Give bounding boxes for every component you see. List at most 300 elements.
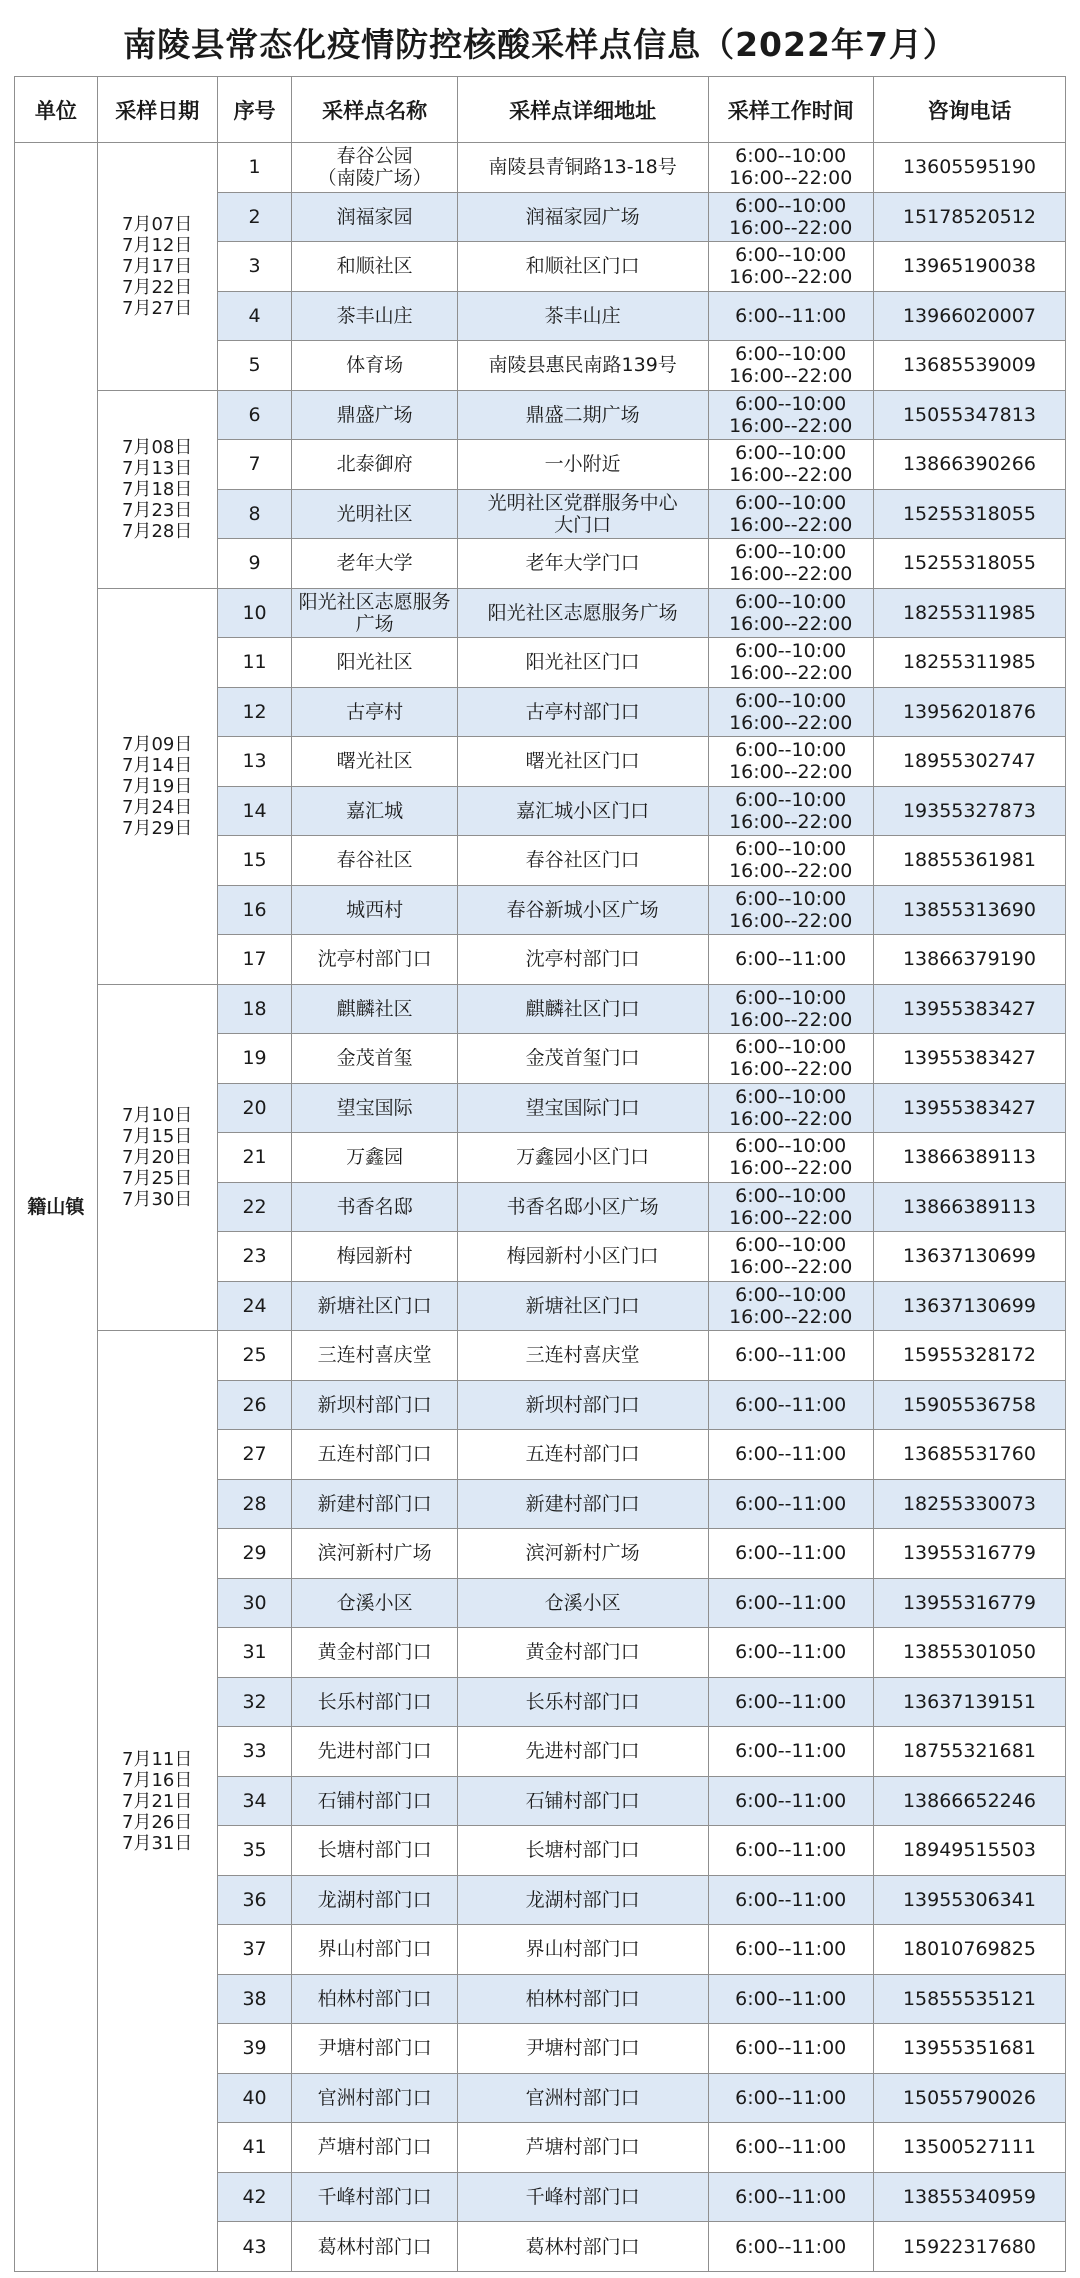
phone-number: 13866389113 — [873, 1182, 1065, 1232]
sampling-date: 7月11日 — [122, 1748, 193, 1770]
site-address-line: 万鑫园小区门口 — [516, 1146, 650, 1169]
phone-number: 15255318055 — [873, 489, 1065, 539]
sampling-date: 7月21日 — [122, 1790, 193, 1812]
site-name — [292, 440, 457, 490]
site-name-line: 先进村部门口 — [317, 1740, 432, 1763]
header-working-hours: 采样工作时间 — [708, 77, 873, 143]
row-number: 4 — [217, 291, 292, 341]
sampling-date: 7月19日 — [122, 775, 193, 797]
sampling-date: 7月14日 — [122, 754, 193, 776]
site-address — [457, 2073, 708, 2123]
site-name-line: 北泰御府 — [336, 453, 413, 476]
working-hours-line: 16:00--22:00 — [729, 612, 853, 635]
site-address-line: 南陵县惠民南路139号 — [488, 354, 677, 377]
working-hours — [708, 2073, 873, 2123]
site-name — [292, 291, 457, 341]
site-name-line: 嘉汇城 — [346, 799, 404, 822]
row-number: 29 — [217, 1529, 292, 1579]
phone-number: 13955316779 — [873, 1578, 1065, 1628]
phone-number: 15855535121 — [873, 1974, 1065, 2024]
site-name — [292, 1578, 457, 1628]
site-address — [457, 1182, 708, 1232]
site-name — [292, 2123, 457, 2173]
working-hours-line: 16:00--22:00 — [729, 216, 853, 239]
site-name-line: 滨河新村广场 — [317, 1542, 432, 1565]
row-number: 15 — [217, 836, 292, 886]
site-name — [292, 143, 457, 193]
site-address — [457, 341, 708, 391]
site-name-line: 老年大学 — [336, 552, 413, 575]
site-name — [292, 1034, 457, 1084]
working-hours — [708, 687, 873, 737]
site-address — [457, 1826, 708, 1876]
working-hours-line: 16:00--22:00 — [729, 662, 853, 685]
site-name-line: 和顺社区 — [336, 255, 413, 278]
site-address — [457, 242, 708, 292]
working-hours-line: 16:00--22:00 — [729, 266, 853, 289]
sampling-dates-cell — [97, 588, 217, 984]
site-name — [292, 1727, 457, 1777]
site-name-line: 柏林村部门口 — [317, 1987, 432, 2010]
phone-number: 13966020007 — [873, 291, 1065, 341]
phone-number: 13637130699 — [873, 1232, 1065, 1282]
site-name-line: 界山村部门口 — [317, 1938, 432, 1961]
sampling-date: 7月23日 — [122, 499, 193, 521]
sampling-date: 7月17日 — [122, 255, 193, 277]
site-name-line: 三连村喜庆堂 — [317, 1344, 432, 1367]
working-hours-line: 6:00--11:00 — [735, 1740, 847, 1763]
sampling-date: 7月24日 — [122, 796, 193, 818]
row-number: 16 — [217, 885, 292, 935]
site-name — [292, 1776, 457, 1826]
working-hours-line: 6:00--11:00 — [735, 1987, 847, 2010]
phone-number: 13965190038 — [873, 242, 1065, 292]
working-hours-line: 16:00--22:00 — [729, 1206, 853, 1229]
site-address — [457, 1875, 708, 1925]
site-name — [292, 539, 457, 589]
site-name-line: 曙光社区 — [336, 750, 413, 773]
row-number: 43 — [217, 2222, 292, 2272]
row-number: 36 — [217, 1875, 292, 1925]
working-hours — [708, 1826, 873, 1876]
site-address-line: 麒麟社区门口 — [525, 997, 640, 1020]
site-name-line: 黄金村部门口 — [317, 1641, 432, 1664]
site-address-line: 润福家园广场 — [525, 205, 640, 228]
sampling-date: 7月26日 — [122, 1811, 193, 1833]
phone-number: 13866389113 — [873, 1133, 1065, 1183]
working-hours — [708, 192, 873, 242]
working-hours — [708, 737, 873, 787]
working-hours-line: 16:00--22:00 — [729, 711, 853, 734]
site-name — [292, 192, 457, 242]
phone-number: 13637130699 — [873, 1281, 1065, 1331]
working-hours — [708, 1083, 873, 1133]
site-name — [292, 786, 457, 836]
sampling-dates-cell — [97, 984, 217, 1331]
working-hours — [708, 2024, 873, 2074]
working-hours-line: 16:00--22:00 — [729, 810, 853, 833]
working-hours — [708, 786, 873, 836]
site-name — [292, 1182, 457, 1232]
working-hours-line: 16:00--22:00 — [729, 1008, 853, 1031]
row-number: 39 — [217, 2024, 292, 2074]
site-address-line: 金茂首玺门口 — [525, 1047, 640, 1070]
row-number: 17 — [217, 935, 292, 985]
sampling-date: 7月08日 — [122, 436, 193, 458]
row-number: 27 — [217, 1430, 292, 1480]
phone-number: 13866652246 — [873, 1776, 1065, 1826]
working-hours-line: 6:00--10:00 — [735, 1184, 847, 1207]
sampling-date: 7月29日 — [122, 817, 193, 839]
site-address-line: 鼎盛二期广场 — [525, 403, 640, 426]
row-number: 5 — [217, 341, 292, 391]
site-name — [292, 1974, 457, 2024]
sampling-date: 7月30日 — [122, 1188, 193, 1210]
site-address-line: 芦塘村部门口 — [525, 2136, 640, 2159]
site-address — [457, 2222, 708, 2272]
site-name-line: 官洲村部门口 — [317, 2086, 432, 2109]
site-name-line: 新建村部门口 — [317, 1492, 432, 1515]
working-hours — [708, 2123, 873, 2173]
site-name — [292, 489, 457, 539]
working-hours-line: 16:00--22:00 — [729, 761, 853, 784]
working-hours-line: 6:00--10:00 — [735, 1135, 847, 1158]
site-name-line: 鼎盛广场 — [336, 403, 413, 426]
row-number: 32 — [217, 1677, 292, 1727]
site-address — [457, 1479, 708, 1529]
site-name-line: 春谷公园 — [336, 145, 413, 168]
row-number: 11 — [217, 638, 292, 688]
site-name — [292, 836, 457, 886]
row-number: 2 — [217, 192, 292, 242]
site-name-line: 麒麟社区 — [336, 997, 413, 1020]
row-number: 33 — [217, 1727, 292, 1777]
row-number: 8 — [217, 489, 292, 539]
working-hours-line: 6:00--11:00 — [735, 1938, 847, 1961]
site-name-line: 石铺村部门口 — [317, 1789, 432, 1812]
working-hours — [708, 588, 873, 638]
site-name-line: 望宝国际 — [336, 1096, 413, 1119]
site-address — [457, 836, 708, 886]
header-unit: 单位 — [15, 77, 98, 143]
working-hours-line: 6:00--10:00 — [735, 788, 847, 811]
site-name — [292, 1331, 457, 1381]
phone-number: 19355327873 — [873, 786, 1065, 836]
table-row — [15, 1331, 1066, 1381]
working-hours-line: 6:00--10:00 — [735, 1283, 847, 1306]
row-number: 3 — [217, 242, 292, 292]
sampling-date: 7月10日 — [122, 1104, 193, 1126]
site-address-line: 长乐村部门口 — [525, 1690, 640, 1713]
header-phone: 咨询电话 — [873, 77, 1065, 143]
site-address — [457, 143, 708, 193]
site-name — [292, 1479, 457, 1529]
site-name — [292, 242, 457, 292]
site-address — [457, 984, 708, 1034]
working-hours — [708, 638, 873, 688]
row-number: 41 — [217, 2123, 292, 2173]
site-address-line: 南陵县青铜路13-18号 — [488, 156, 677, 179]
site-address — [457, 885, 708, 935]
sampling-date: 7月12日 — [122, 234, 193, 256]
sampling-date: 7月13日 — [122, 457, 193, 479]
working-hours-line: 16:00--22:00 — [729, 414, 853, 437]
site-address — [457, 1578, 708, 1628]
site-address — [457, 1083, 708, 1133]
working-hours — [708, 1677, 873, 1727]
working-hours — [708, 1232, 873, 1282]
working-hours-line: 6:00--11:00 — [735, 2136, 847, 2159]
working-hours-line: 6:00--10:00 — [735, 739, 847, 762]
row-number: 6 — [217, 390, 292, 440]
site-name-line: 润福家园 — [336, 205, 413, 228]
working-hours — [708, 1182, 873, 1232]
phone-number: 18255311985 — [873, 638, 1065, 688]
phone-number: 15955328172 — [873, 1331, 1065, 1381]
site-address — [457, 440, 708, 490]
site-name-line: 芦塘村部门口 — [317, 2136, 432, 2159]
site-name — [292, 390, 457, 440]
working-hours-line: 6:00--10:00 — [735, 442, 847, 465]
site-address — [457, 390, 708, 440]
row-number: 38 — [217, 1974, 292, 2024]
phone-number: 15255318055 — [873, 539, 1065, 589]
site-name — [292, 588, 457, 638]
site-name-line: 广场 — [355, 612, 394, 635]
site-name — [292, 2172, 457, 2222]
site-address — [457, 1628, 708, 1678]
site-address — [457, 1974, 708, 2024]
working-hours-line: 6:00--11:00 — [735, 1690, 847, 1713]
site-name-line: 体育场 — [346, 354, 404, 377]
sampling-date: 7月31日 — [122, 1832, 193, 1854]
phone-number: 13855340959 — [873, 2172, 1065, 2222]
site-name — [292, 1826, 457, 1876]
site-name — [292, 1925, 457, 1975]
header-number: 序号 — [217, 77, 292, 143]
site-address — [457, 1133, 708, 1183]
working-hours-line: 16:00--22:00 — [729, 513, 853, 536]
site-name-line: 金茂首玺 — [336, 1047, 413, 1070]
phone-number: 13955383427 — [873, 1083, 1065, 1133]
site-name-line: 城西村 — [346, 898, 404, 921]
working-hours — [708, 2172, 873, 2222]
sampling-date: 7月22日 — [122, 276, 193, 298]
site-name — [292, 638, 457, 688]
site-address — [457, 1529, 708, 1579]
site-address-line: 梅园新村小区门口 — [506, 1245, 659, 1268]
working-hours-line: 16:00--22:00 — [729, 1157, 853, 1180]
site-name — [292, 2222, 457, 2272]
working-hours — [708, 539, 873, 589]
phone-number: 18255311985 — [873, 588, 1065, 638]
phone-number: 13500527111 — [873, 2123, 1065, 2173]
sampling-dates-cell — [97, 1331, 217, 2272]
row-number: 37 — [217, 1925, 292, 1975]
page-title: 南陵县常态化疫情防控核酸采样点信息（2022年7月） — [123, 24, 957, 64]
working-hours — [708, 1974, 873, 2024]
working-hours — [708, 1133, 873, 1183]
site-address — [457, 1034, 708, 1084]
header-site-address: 采样点详细地址 — [457, 77, 708, 143]
site-address-line: 五连村部门口 — [525, 1443, 640, 1466]
row-number: 1 — [217, 143, 292, 193]
working-hours — [708, 291, 873, 341]
working-hours — [708, 984, 873, 1034]
site-address-line: 新坝村部门口 — [525, 1393, 640, 1416]
working-hours — [708, 341, 873, 391]
phone-number: 18255330073 — [873, 1479, 1065, 1529]
phone-number: 13955316779 — [873, 1529, 1065, 1579]
site-name-line: 阳光社区志愿服务 — [298, 590, 451, 613]
site-address-line: 新塘社区门口 — [525, 1294, 640, 1317]
sampling-date: 7月28日 — [122, 520, 193, 542]
site-address-line: 仓溪小区 — [544, 1591, 621, 1614]
row-number: 14 — [217, 786, 292, 836]
working-hours-line: 6:00--11:00 — [735, 1789, 847, 1812]
working-hours — [708, 1281, 873, 1331]
site-name-line: 春谷社区 — [336, 849, 413, 872]
site-address — [457, 1331, 708, 1381]
row-number: 40 — [217, 2073, 292, 2123]
site-address-line: 沈亭村部门口 — [525, 948, 640, 971]
site-name-line: 龙湖村部门口 — [317, 1888, 432, 1911]
site-address-line: 和顺社区门口 — [525, 255, 640, 278]
row-number: 31 — [217, 1628, 292, 1678]
phone-number: 13637139151 — [873, 1677, 1065, 1727]
working-hours-line: 6:00--10:00 — [735, 838, 847, 861]
site-address-line: 界山村部门口 — [525, 1938, 640, 1961]
site-name-line: 书香名邸 — [336, 1195, 413, 1218]
working-hours — [708, 836, 873, 886]
site-address-line: 阳光社区门口 — [525, 651, 640, 674]
row-number: 42 — [217, 2172, 292, 2222]
working-hours-line: 6:00--11:00 — [735, 1641, 847, 1664]
site-address — [457, 687, 708, 737]
site-address-line: 千峰村部门口 — [525, 2185, 640, 2208]
working-hours-line: 6:00--11:00 — [735, 1591, 847, 1614]
row-number: 19 — [217, 1034, 292, 1084]
working-hours-line: 16:00--22:00 — [729, 1107, 853, 1130]
site-address — [457, 786, 708, 836]
working-hours — [708, 2222, 873, 2272]
site-name — [292, 1875, 457, 1925]
working-hours — [708, 935, 873, 985]
phone-number: 13855301050 — [873, 1628, 1065, 1678]
sampling-date: 7月18日 — [122, 478, 193, 500]
site-name-line: 千峰村部门口 — [317, 2185, 432, 2208]
working-hours-line: 6:00--10:00 — [735, 244, 847, 267]
site-address-line: 大门口 — [554, 513, 612, 536]
working-hours-line: 6:00--11:00 — [735, 1443, 847, 1466]
site-name — [292, 1380, 457, 1430]
phone-number: 13866379190 — [873, 935, 1065, 985]
row-number: 26 — [217, 1380, 292, 1430]
site-address-line: 葛林村部门口 — [525, 2235, 640, 2258]
row-number: 10 — [217, 588, 292, 638]
phone-number: 18010769825 — [873, 1925, 1065, 1975]
working-hours-line: 16:00--22:00 — [729, 365, 853, 388]
site-address-line: 望宝国际门口 — [525, 1096, 640, 1119]
site-address-line: 滨河新村广场 — [525, 1542, 640, 1565]
site-address — [457, 935, 708, 985]
sampling-date: 7月27日 — [122, 297, 193, 319]
working-hours-line: 6:00--10:00 — [735, 194, 847, 217]
site-name — [292, 2073, 457, 2123]
site-address-line: 石铺村部门口 — [525, 1789, 640, 1812]
site-name — [292, 1133, 457, 1183]
site-name — [292, 1677, 457, 1727]
site-name-line: 尹塘村部门口 — [317, 2037, 432, 2060]
unit-cell: 籍山镇 — [15, 143, 98, 2272]
phone-number: 13605595190 — [873, 143, 1065, 193]
phone-number: 13855313690 — [873, 885, 1065, 935]
site-address — [457, 2172, 708, 2222]
row-number: 25 — [217, 1331, 292, 1381]
working-hours-line: 6:00--11:00 — [735, 948, 847, 971]
table-row — [15, 390, 1066, 440]
site-address-line: 古亭村部门口 — [525, 700, 640, 723]
site-name — [292, 737, 457, 787]
working-hours — [708, 1479, 873, 1529]
phone-number: 13955306341 — [873, 1875, 1065, 1925]
site-address — [457, 2024, 708, 2074]
row-number: 24 — [217, 1281, 292, 1331]
site-address-line: 嘉汇城小区门口 — [516, 799, 650, 822]
table-row — [15, 143, 1066, 193]
site-address — [457, 192, 708, 242]
phone-number: 15905536758 — [873, 1380, 1065, 1430]
site-address — [457, 1776, 708, 1826]
sampling-date: 7月16日 — [122, 1769, 193, 1791]
row-number: 34 — [217, 1776, 292, 1826]
sampling-dates-cell — [97, 143, 217, 391]
table-body — [15, 143, 1066, 2272]
working-hours-line: 6:00--11:00 — [735, 2037, 847, 2060]
row-number: 28 — [217, 1479, 292, 1529]
sampling-date: 7月25日 — [122, 1167, 193, 1189]
working-hours — [708, 1925, 873, 1975]
table-row — [15, 588, 1066, 638]
header-site-name: 采样点名称 — [292, 77, 457, 143]
working-hours-line: 6:00--10:00 — [735, 689, 847, 712]
site-address-line: 光明社区党群服务中心 — [487, 491, 678, 514]
working-hours — [708, 1776, 873, 1826]
phone-number: 13866390266 — [873, 440, 1065, 490]
sampling-sites-table — [14, 76, 1066, 2272]
site-address-line: 春谷社区门口 — [525, 849, 640, 872]
working-hours — [708, 1331, 873, 1381]
working-hours-line: 16:00--22:00 — [729, 1058, 853, 1081]
site-name-line: 长塘村部门口 — [317, 1839, 432, 1862]
site-name-line: 新坝村部门口 — [317, 1393, 432, 1416]
site-name-line: 新塘社区门口 — [317, 1294, 432, 1317]
working-hours-line: 6:00--10:00 — [735, 1085, 847, 1108]
site-address-line: 一小附近 — [544, 453, 621, 476]
site-address — [457, 1380, 708, 1430]
working-hours — [708, 489, 873, 539]
working-hours-line: 6:00--11:00 — [735, 1344, 847, 1367]
site-name — [292, 1232, 457, 1282]
phone-number: 13685531760 — [873, 1430, 1065, 1480]
site-address — [457, 1232, 708, 1282]
working-hours-line: 6:00--11:00 — [735, 1542, 847, 1565]
working-hours — [708, 242, 873, 292]
site-name — [292, 1083, 457, 1133]
site-name-line: 万鑫园 — [346, 1146, 404, 1169]
working-hours — [708, 885, 873, 935]
site-address-line: 春谷新城小区广场 — [506, 898, 659, 921]
